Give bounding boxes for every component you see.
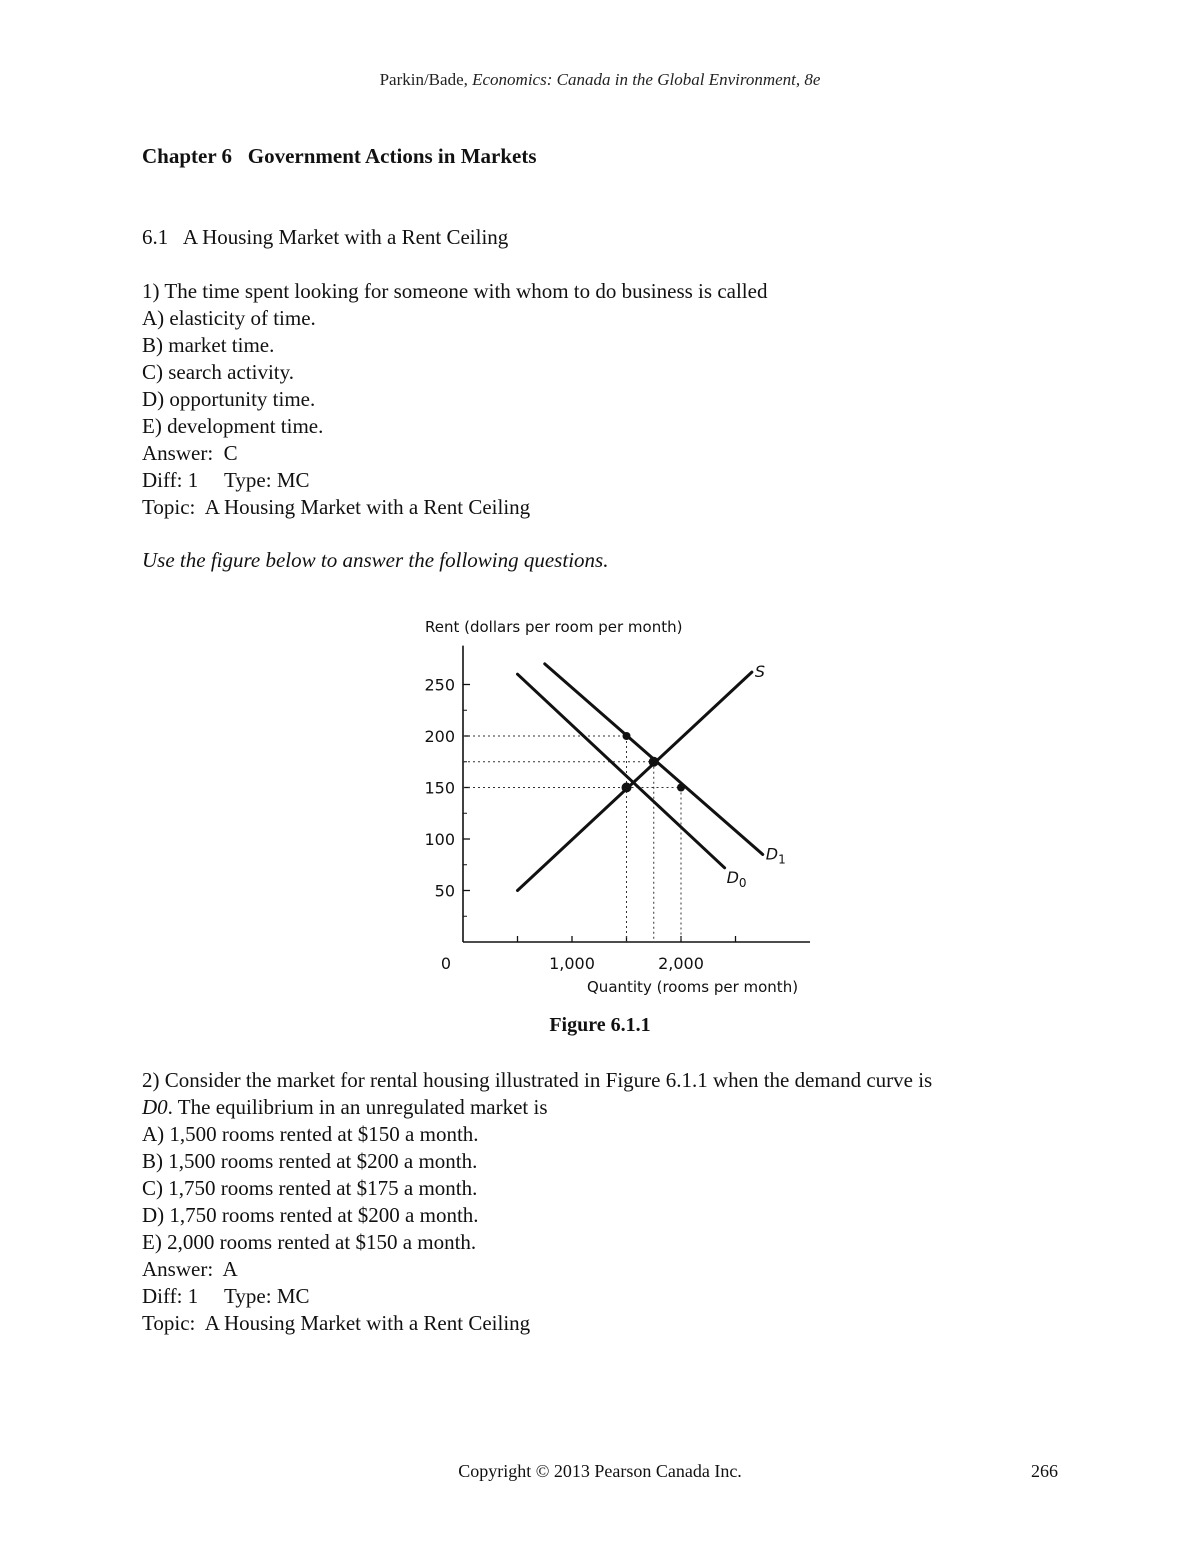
question-2-option-d: D) 1,750 rooms rented at $200 a month. [142, 1203, 479, 1227]
chapter-title: Chapter 6 Government Actions in Markets [142, 144, 537, 168]
y-tick-label: 150 [424, 778, 455, 798]
data-point [622, 783, 632, 793]
origin-label: 0 [440, 954, 451, 973]
x-tick-label: 1,000 [549, 954, 595, 973]
header-edition: , 8e [795, 70, 821, 89]
figure-caption: Figure 6.1.1 [549, 1014, 651, 1036]
footer-page-number: 266 [1031, 1461, 1058, 1481]
demand-curve-d0 [518, 674, 725, 868]
x-axis-label: Quantity (rooms per month) [587, 978, 799, 996]
question-1-stem: 1) The time spent looking for someone with whom to do business is called [142, 279, 768, 303]
question-1-option-b: B) market time. [142, 333, 275, 357]
question-2-topic: Topic: A Housing Market with a Rent Ceiling [142, 1311, 531, 1335]
demand-d0-label: $D_0$ [726, 867, 747, 890]
question-2-option-e: E) 2,000 rooms rented at $150 a month. [142, 1230, 477, 1254]
data-point [649, 757, 659, 767]
rent-ceiling-chart [410, 605, 810, 1005]
demand-d1-label: $D_1$ [765, 844, 786, 867]
supply-curve [518, 672, 752, 890]
supply-label: S [754, 662, 766, 682]
question-1-topic: Topic: A Housing Market with a Rent Ceiling [142, 495, 531, 519]
question-1-option-c: C) search activity. [142, 360, 294, 384]
question-2-demand-label: D0 [142, 1095, 168, 1119]
question-2-option-a: A) 1,500 rooms rented at $150 a month. [142, 1122, 479, 1146]
question-2-option-c: C) 1,750 rooms rented at $175 a month. [142, 1176, 478, 1200]
figure-instruction: Use the figure below to answer the following questions. [142, 548, 609, 572]
question-1-option-d: D) opportunity time. [142, 387, 316, 411]
running-header [0, 70, 1200, 90]
question-2 [142, 1067, 932, 1337]
question-1-option-e: E) development time. [142, 414, 324, 438]
y-tick-label: 100 [424, 830, 455, 849]
question-2-stem-line2 [142, 1094, 932, 1121]
y-tick-label: 200 [424, 727, 455, 746]
question-1-answer: Answer: C [142, 441, 238, 465]
question-2-answer: Answer: A [142, 1257, 238, 1281]
question-2-option-b: B) 1,500 rooms rented at $200 a month. [142, 1149, 478, 1173]
question-1-option-a: A) elasticity of time. [142, 306, 316, 330]
footer-copyright: Copyright © 2013 Pearson Canada Inc. [458, 1461, 742, 1481]
section-title: 6.1 A Housing Market with a Rent Ceiling [142, 225, 509, 249]
header-authors: Parkin/Bade, [379, 70, 473, 89]
y-tick-label: 50 [434, 881, 455, 901]
question-2-diff: Diff: 1 Type: MC [142, 1284, 310, 1308]
y-tick-label: 250 [424, 675, 455, 695]
data-point [677, 784, 685, 792]
x-tick-label: 2,000 [658, 954, 704, 973]
header-book-title: Economics: Canada in the Global Environment [472, 70, 796, 89]
question-2-stem-rest: . The equilibrium in an unregulated market is [167, 1095, 548, 1119]
y-axis-label: Rent (dollars per room per month) [425, 618, 683, 636]
question-1 [142, 278, 767, 521]
data-point [623, 732, 631, 740]
question-2-stem-line1: 2) Consider the market for rental housing illustrated in Figure 6.1.1 when the demand curve is [142, 1068, 933, 1092]
question-1-diff: Diff: 1 Type: MC [142, 468, 310, 492]
